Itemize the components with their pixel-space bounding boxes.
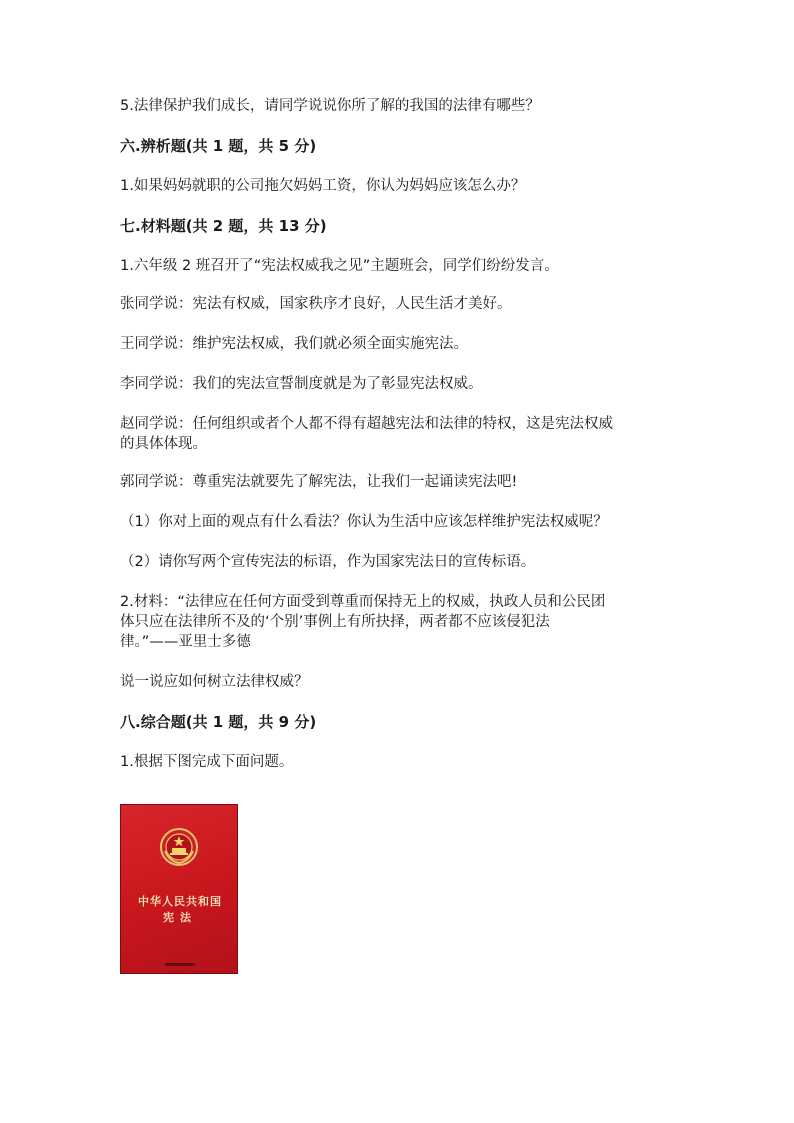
constitution-book-cover — [120, 804, 238, 974]
publisher-mark — [165, 963, 195, 966]
section-7-question-2-line-3: 律。”——亚里士多德 — [120, 634, 251, 650]
section-8-heading: 八.综合题(共 1 题，共 9 分) — [120, 713, 317, 731]
statement-li: 李同学说：我们的宪法宣誓制度就是为了彰显宪法权威。 — [120, 376, 483, 392]
book-title-line-1: 中华人民共和国 — [138, 895, 222, 908]
sub-question-2: （2）请你写两个宣传宪法的标语，作为国家宪法日的宣传标语。 — [120, 554, 536, 570]
question-5: 5.法律保护我们成长，请同学说说你所了解的我国的法律有哪些？ — [120, 98, 540, 114]
section-7-heading: 七.材料题(共 2 题，共 13 分) — [120, 217, 327, 235]
section-7-question-2-line-2: 体只应在法律所不及的‘个别’事例上有所抉择，两者都不应该侵犯法 — [120, 614, 550, 630]
section-6-question-1: 1.如果妈妈就职的公司拖欠妈妈工资，你认为妈妈应该怎么办？ — [120, 178, 526, 194]
sub-question-1: （1）你对上面的观点有什么看法？你认为生活中应该怎样维护宪法权威呢？ — [120, 514, 608, 530]
section-7-question-2-line-1: 2.材料：“法律应在任何方面受到尊重而保持无上的权威，执政人员和公民团 — [120, 594, 606, 610]
section-6-heading: 六.辨析题(共 1 题，共 5 分) — [120, 137, 317, 155]
statement-wang: 王同学说：维护宪法权威，我们就必须全面实施宪法。 — [120, 336, 468, 352]
section-7-question-1: 1.六年级 2 班召开了“宪法权威我之见”主题班会，同学们纷纷发言。 — [120, 258, 559, 274]
section-8-question-1: 1.根据下图完成下面问题。 — [120, 754, 294, 770]
book-title-line-2: 宪法 — [163, 911, 197, 924]
statement-zhang: 张同学说：宪法有权威，国家秩序才良好，人民生活才美好。 — [120, 296, 512, 312]
national-emblem-icon — [159, 827, 199, 867]
statement-zhao-line-2: 的具体体现。 — [120, 436, 207, 452]
statement-guo: 郭同学说：尊重宪法就要先了解宪法，让我们一起诵读宪法吧! — [120, 474, 518, 490]
statement-zhao-line-1: 赵同学说：任何组织或者个人都不得有超越宪法和法律的特权，这是宪法权威 — [120, 416, 613, 432]
section-7-question-2-prompt: 说一说应如何树立法律权威？ — [120, 674, 309, 690]
